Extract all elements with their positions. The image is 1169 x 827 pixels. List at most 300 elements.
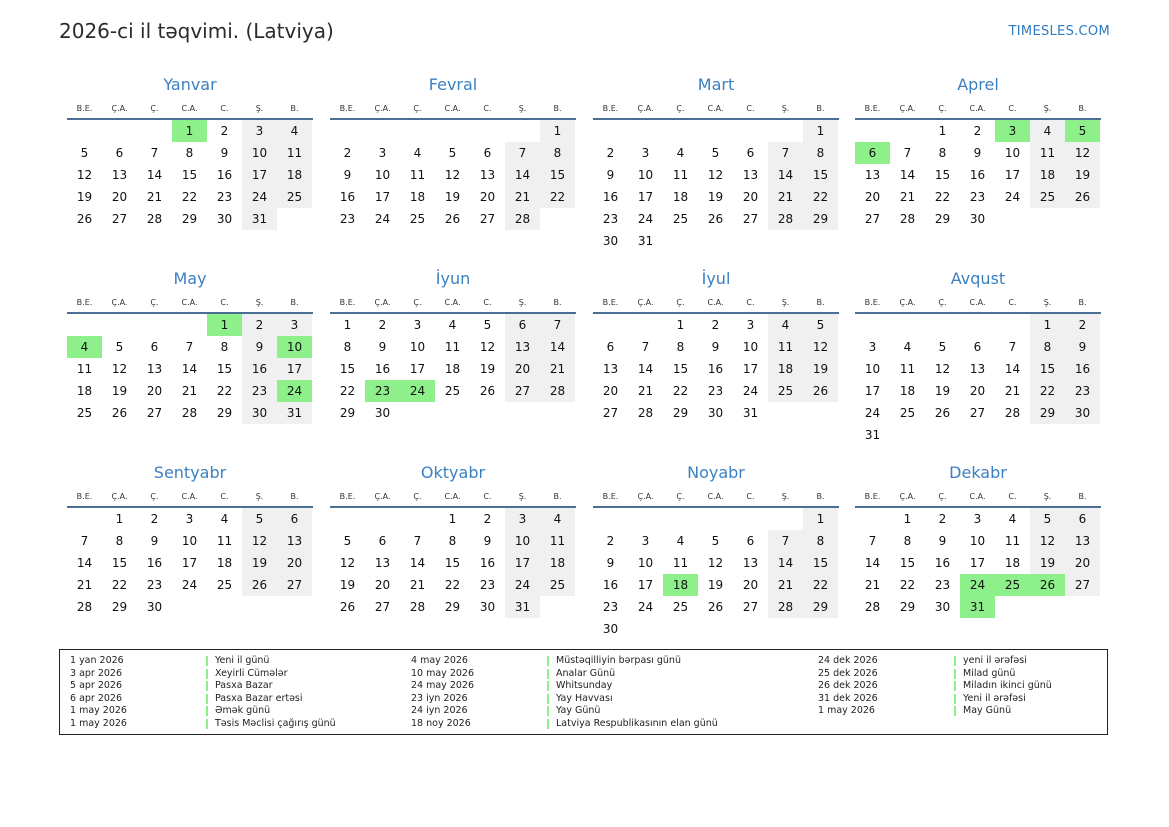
day-cell: 27 xyxy=(742,600,759,614)
day-cell: 24 xyxy=(637,212,654,226)
day-cell: 10 xyxy=(637,556,654,570)
empty-day-cell xyxy=(330,120,365,142)
day-cell: 24 xyxy=(1004,190,1021,204)
empty-day-cell xyxy=(768,618,803,640)
empty-day-cell xyxy=(365,508,400,530)
month-11 xyxy=(593,460,839,640)
day-cell: 4 xyxy=(220,512,229,526)
weekday-label: Ş. xyxy=(1043,491,1052,501)
day-cell: 26 xyxy=(803,380,838,402)
week-row xyxy=(67,402,313,424)
month-8 xyxy=(855,266,1101,446)
empty-day-cell xyxy=(628,314,663,336)
week-row xyxy=(330,164,576,186)
empty-day-cell xyxy=(855,314,890,336)
day-cell: 3 xyxy=(242,120,277,142)
day-cell: 23 xyxy=(1065,380,1100,402)
day-cell: 15 xyxy=(1030,358,1065,380)
empty-day-cell xyxy=(102,314,137,336)
day-cell: 18 xyxy=(216,556,233,570)
empty-day-cell xyxy=(1030,424,1065,446)
weekday-header xyxy=(855,292,1101,314)
day-cell: 4 xyxy=(1030,120,1065,142)
day-cell: 16 xyxy=(146,556,163,570)
legend-date: 4 may 2026 xyxy=(411,655,468,666)
week-row xyxy=(593,164,839,186)
day-cell: 20 xyxy=(146,384,163,398)
weekday-label: C. xyxy=(220,103,229,113)
week-row xyxy=(855,424,1101,446)
legend-marker xyxy=(206,719,208,729)
day-cell: 25 xyxy=(76,406,93,420)
week-row xyxy=(593,142,839,164)
week-row xyxy=(330,530,576,552)
weekday-label: Ç.A. xyxy=(899,491,916,501)
day-cell: 10 xyxy=(1004,146,1021,160)
holiday-day-cell: 1 xyxy=(207,314,242,336)
day-cell: 26 xyxy=(444,212,461,226)
day-cell: 11 xyxy=(444,340,461,354)
day-cell: 24 xyxy=(742,384,759,398)
day-cell: 9 xyxy=(483,534,492,548)
weekday-label: Ç.A. xyxy=(111,297,128,307)
day-cell: 27 xyxy=(1065,574,1100,596)
empty-day-cell xyxy=(768,120,803,142)
weekday-label: B. xyxy=(553,491,562,501)
day-cell: 16 xyxy=(479,556,496,570)
month-name: Sentyabr xyxy=(153,463,227,482)
day-cell: 16 xyxy=(242,358,277,380)
day-cell: 3 xyxy=(505,508,540,530)
day-cell: 29 xyxy=(672,406,689,420)
day-cell: 18 xyxy=(444,362,461,376)
day-cell: 15 xyxy=(444,556,461,570)
week-row xyxy=(593,380,839,402)
empty-day-cell xyxy=(540,596,575,618)
day-cell: 8 xyxy=(448,534,457,548)
day-cell: 31 xyxy=(864,428,881,442)
day-cell: 8 xyxy=(803,142,838,164)
day-cell: 21 xyxy=(768,574,803,596)
week-row xyxy=(67,164,313,186)
weekday-header xyxy=(330,486,576,508)
legend-date: 24 iyn 2026 xyxy=(411,705,468,717)
empty-day-cell xyxy=(400,402,435,424)
weekday-label: B. xyxy=(1078,103,1087,113)
week-row xyxy=(855,336,1101,358)
day-cell: 7 xyxy=(641,340,650,354)
empty-day-cell xyxy=(960,424,995,446)
day-cell: 29 xyxy=(899,600,916,614)
week-row xyxy=(593,508,839,530)
weekday-label: B.E. xyxy=(864,297,881,307)
day-cell: 6 xyxy=(1065,508,1100,530)
day-cell: 2 xyxy=(343,146,352,160)
empty-day-cell xyxy=(698,120,733,142)
weekday-label: Ş. xyxy=(1043,297,1052,307)
day-cell: 3 xyxy=(746,318,755,332)
day-cell: 27 xyxy=(864,212,881,226)
day-cell: 19 xyxy=(339,578,356,592)
day-cell: 18 xyxy=(76,384,93,398)
legend-date: 3 apr 2026 xyxy=(70,667,123,679)
day-cell: 6 xyxy=(115,146,124,160)
day-cell: 7 xyxy=(1008,340,1017,354)
week-row xyxy=(855,164,1101,186)
week-row xyxy=(67,380,313,402)
day-cell: 29 xyxy=(1030,402,1065,424)
day-cell: 27 xyxy=(742,212,759,226)
week-row xyxy=(855,186,1101,208)
legend-marker xyxy=(954,669,956,679)
legend-marker xyxy=(547,694,549,704)
holiday-day-cell: 23 xyxy=(365,380,400,402)
day-cell: 17 xyxy=(969,556,986,570)
day-cell: 16 xyxy=(602,190,619,204)
day-cell: 25 xyxy=(216,578,233,592)
day-cell: 10 xyxy=(242,142,277,164)
legend-marker xyxy=(547,669,549,679)
day-cell: 5 xyxy=(242,508,277,530)
week-row xyxy=(593,314,839,336)
day-cell: 19 xyxy=(1030,552,1065,574)
day-cell: 17 xyxy=(742,362,759,376)
weekday-label: B.E. xyxy=(339,491,356,501)
weekday-label: B.E. xyxy=(76,297,93,307)
empty-day-cell xyxy=(628,120,663,142)
day-cell: 30 xyxy=(216,212,233,226)
empty-day-cell xyxy=(593,314,628,336)
empty-day-cell xyxy=(172,596,207,618)
empty-day-cell xyxy=(172,314,207,336)
day-cell: 7 xyxy=(540,314,575,336)
week-row xyxy=(855,314,1101,336)
day-cell: 27 xyxy=(146,406,163,420)
empty-day-cell xyxy=(995,208,1030,230)
day-cell: 27 xyxy=(374,600,391,614)
day-cell: 26 xyxy=(76,212,93,226)
empty-day-cell xyxy=(768,508,803,530)
day-cell: 10 xyxy=(409,340,426,354)
day-cell: 19 xyxy=(707,578,724,592)
legend-date: 23 iyn 2026 xyxy=(411,692,468,704)
day-cell: 26 xyxy=(1065,186,1100,208)
week-row xyxy=(67,314,313,336)
day-cell: 13 xyxy=(969,362,986,376)
day-cell: 22 xyxy=(540,186,575,208)
day-cell: 5 xyxy=(448,146,457,160)
day-cell: 14 xyxy=(505,164,540,186)
weekday-label: Ş. xyxy=(518,103,527,113)
month-10 xyxy=(330,460,576,618)
day-cell: 27 xyxy=(277,574,312,596)
week-row xyxy=(855,402,1101,424)
day-cell: 8 xyxy=(540,142,575,164)
day-cell: 14 xyxy=(181,362,198,376)
day-cell: 22 xyxy=(339,384,356,398)
week-row xyxy=(330,208,576,230)
day-cell: 8 xyxy=(115,534,124,548)
day-cell: 7 xyxy=(80,534,89,548)
day-cell: 2 xyxy=(1065,314,1100,336)
holiday-day-cell: 3 xyxy=(995,120,1030,142)
weekday-label: Ç.A. xyxy=(637,491,654,501)
month-3 xyxy=(593,72,839,252)
weekday-label: B.E. xyxy=(602,491,619,501)
day-cell: 15 xyxy=(111,556,128,570)
day-cell: 5 xyxy=(938,340,947,354)
empty-day-cell xyxy=(663,230,698,252)
day-cell: 22 xyxy=(111,578,128,592)
weekday-header xyxy=(67,98,313,120)
weekday-label: Ş. xyxy=(518,491,527,501)
day-cell: 2 xyxy=(378,318,387,332)
day-cell: 12 xyxy=(444,168,461,182)
empty-day-cell xyxy=(733,618,768,640)
day-cell: 25 xyxy=(444,384,461,398)
empty-day-cell xyxy=(698,230,733,252)
empty-day-cell xyxy=(890,314,925,336)
day-cell: 30 xyxy=(374,406,391,420)
weekday-header xyxy=(593,292,839,314)
weekday-label: C. xyxy=(483,491,492,501)
day-cell: 14 xyxy=(76,556,93,570)
day-cell: 4 xyxy=(768,314,803,336)
day-cell: 16 xyxy=(1065,358,1100,380)
week-row xyxy=(593,618,839,640)
day-cell: 26 xyxy=(707,600,724,614)
week-row xyxy=(67,120,313,142)
day-cell: 21 xyxy=(768,186,803,208)
day-cell: 13 xyxy=(505,336,540,358)
legend-marker xyxy=(954,681,956,691)
empty-day-cell xyxy=(890,120,925,142)
day-cell: 28 xyxy=(540,380,575,402)
day-cell: 2 xyxy=(242,314,277,336)
day-cell: 9 xyxy=(973,146,982,160)
day-cell: 12 xyxy=(1065,142,1100,164)
weekday-label: Ç. xyxy=(413,103,422,113)
legend-marker xyxy=(206,656,208,666)
legend-holiday-name: Yeni il ərəfəsi xyxy=(963,692,1026,704)
week-row xyxy=(330,574,576,596)
day-cell: 1 xyxy=(448,512,457,526)
empty-day-cell xyxy=(400,120,435,142)
day-cell: 17 xyxy=(409,362,426,376)
day-cell: 23 xyxy=(216,190,233,204)
empty-day-cell xyxy=(698,508,733,530)
empty-day-cell xyxy=(137,314,172,336)
day-cell: 28 xyxy=(768,596,803,618)
week-row xyxy=(67,186,313,208)
day-cell: 9 xyxy=(242,336,277,358)
weekday-label: B. xyxy=(553,297,562,307)
day-cell: 30 xyxy=(146,600,163,614)
day-cell: 12 xyxy=(339,556,356,570)
weekday-label: Ş. xyxy=(255,491,264,501)
week-row xyxy=(593,596,839,618)
day-cell: 21 xyxy=(1004,384,1021,398)
holiday-day-cell: 31 xyxy=(960,596,995,618)
day-cell: 20 xyxy=(602,384,619,398)
day-cell: 7 xyxy=(413,534,422,548)
day-cell: 6 xyxy=(505,314,540,336)
week-row xyxy=(593,230,839,252)
day-cell: 23 xyxy=(969,190,986,204)
empty-day-cell xyxy=(855,120,890,142)
holiday-day-cell: 5 xyxy=(1065,120,1100,142)
week-row xyxy=(855,208,1101,230)
page-title: 2026-ci il təqvimi. (Latviya) xyxy=(59,19,334,43)
weekday-label: Ç. xyxy=(938,103,947,113)
day-cell: 7 xyxy=(768,142,803,164)
month-2 xyxy=(330,72,576,230)
day-cell: 11 xyxy=(672,556,689,570)
day-cell: 22 xyxy=(803,186,838,208)
legend-marker xyxy=(547,681,549,691)
day-cell: 6 xyxy=(150,340,159,354)
day-cell: 3 xyxy=(378,146,387,160)
month-name: Noyabr xyxy=(687,463,745,482)
weekday-label: Ç.A. xyxy=(899,103,916,113)
week-row xyxy=(67,530,313,552)
day-cell: 31 xyxy=(277,402,312,424)
day-cell: 11 xyxy=(672,168,689,182)
holiday-day-cell: 24 xyxy=(960,574,995,596)
legend-holiday-name: yeni il ərəfəsi xyxy=(963,655,1027,666)
day-cell: 10 xyxy=(864,362,881,376)
day-cell: 1 xyxy=(903,512,912,526)
day-cell: 25 xyxy=(540,574,575,596)
day-cell: 12 xyxy=(111,362,128,376)
day-cell: 13 xyxy=(742,168,759,182)
day-cell: 4 xyxy=(540,508,575,530)
empty-day-cell xyxy=(102,120,137,142)
day-cell: 28 xyxy=(899,212,916,226)
weekday-label: C. xyxy=(1008,103,1017,113)
day-cell: 9 xyxy=(1065,336,1100,358)
day-cell: 25 xyxy=(672,600,689,614)
empty-day-cell xyxy=(505,402,540,424)
day-cell: 2 xyxy=(150,512,159,526)
week-row xyxy=(330,186,576,208)
day-cell: 27 xyxy=(602,406,619,420)
day-cell: 1 xyxy=(343,318,352,332)
day-cell: 28 xyxy=(76,600,93,614)
day-cell: 9 xyxy=(150,534,159,548)
holiday-day-cell: 24 xyxy=(400,380,435,402)
day-cell: 4 xyxy=(1008,512,1017,526)
empty-day-cell xyxy=(803,230,838,252)
day-cell: 10 xyxy=(742,340,759,354)
empty-day-cell xyxy=(593,508,628,530)
brand-link[interactable]: TIMESLES.COM xyxy=(1008,24,1110,39)
day-cell: 13 xyxy=(864,168,881,182)
day-cell: 22 xyxy=(181,190,198,204)
day-cell: 2 xyxy=(606,146,615,160)
legend-holiday-name: Yeni il günü xyxy=(215,655,270,666)
holiday-day-cell: 24 xyxy=(277,380,312,402)
week-row xyxy=(593,574,839,596)
day-cell: 19 xyxy=(803,358,838,380)
weekday-label: B. xyxy=(290,297,299,307)
empty-day-cell xyxy=(1030,208,1065,230)
week-row xyxy=(593,530,839,552)
day-cell: 21 xyxy=(76,578,93,592)
day-cell: 25 xyxy=(672,212,689,226)
weekday-label: Ç.A. xyxy=(637,297,654,307)
legend-date: 24 may 2026 xyxy=(411,680,475,692)
weekday-label: Ş. xyxy=(781,297,790,307)
month-name: Mart xyxy=(697,75,735,94)
day-cell: 10 xyxy=(505,530,540,552)
day-cell: 13 xyxy=(742,556,759,570)
month-5 xyxy=(67,266,313,424)
empty-day-cell xyxy=(67,314,102,336)
empty-day-cell xyxy=(803,402,838,424)
weekday-label: C.A. xyxy=(707,103,724,113)
day-cell: 4 xyxy=(277,120,312,142)
day-cell: 7 xyxy=(185,340,194,354)
day-cell: 28 xyxy=(505,208,540,230)
legend-marker xyxy=(547,656,549,666)
weekday-label: B. xyxy=(290,103,299,113)
day-cell: 14 xyxy=(146,168,163,182)
day-cell: 23 xyxy=(602,600,619,614)
day-cell: 3 xyxy=(641,146,650,160)
legend-holiday-name: Analar Günü xyxy=(556,667,616,679)
empty-day-cell xyxy=(470,402,505,424)
empty-day-cell xyxy=(1065,424,1100,446)
day-cell: 29 xyxy=(444,600,461,614)
day-cell: 7 xyxy=(768,530,803,552)
weekday-label: Ç.A. xyxy=(637,103,654,113)
day-cell: 21 xyxy=(505,186,540,208)
day-cell: 15 xyxy=(803,164,838,186)
holiday-legend xyxy=(59,649,1108,735)
week-row xyxy=(855,574,1101,596)
month-7 xyxy=(593,266,839,424)
day-cell: 19 xyxy=(444,190,461,204)
day-cell: 11 xyxy=(899,362,916,376)
day-cell: 1 xyxy=(676,318,685,332)
legend-marker xyxy=(206,694,208,704)
day-cell: 13 xyxy=(277,530,312,552)
weekday-label: Ş. xyxy=(255,297,264,307)
day-cell: 18 xyxy=(409,190,426,204)
day-cell: 29 xyxy=(339,406,356,420)
empty-day-cell xyxy=(698,618,733,640)
weekday-label: C.A. xyxy=(444,491,461,501)
weekday-label: Ç. xyxy=(150,491,159,501)
day-cell: 5 xyxy=(803,314,838,336)
empty-day-cell xyxy=(540,402,575,424)
day-cell: 13 xyxy=(479,168,496,182)
day-cell: 23 xyxy=(602,212,619,226)
day-cell: 15 xyxy=(899,556,916,570)
empty-day-cell xyxy=(1065,208,1100,230)
day-cell: 21 xyxy=(864,578,881,592)
legend-date: 5 apr 2026 xyxy=(70,680,123,692)
day-cell: 16 xyxy=(216,168,233,182)
legend-date: 1 may 2026 xyxy=(70,717,127,729)
day-cell: 6 xyxy=(606,340,615,354)
day-cell: 31 xyxy=(637,234,654,248)
day-cell: 8 xyxy=(220,340,229,354)
weekday-label: Ş. xyxy=(781,103,790,113)
day-cell: 3 xyxy=(277,314,312,336)
day-cell: 11 xyxy=(1004,534,1021,548)
